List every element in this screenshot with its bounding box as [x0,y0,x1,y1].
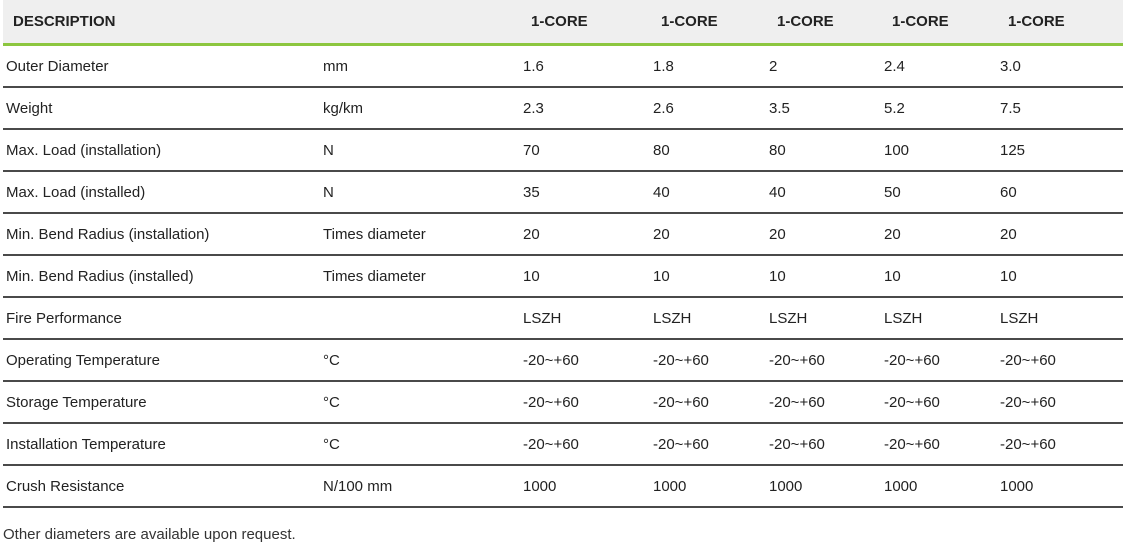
value-cell: 3.0 [1000,45,1123,88]
value-cell: 40 [653,171,769,213]
value-cell: 10 [769,255,884,297]
value-cell: 20 [523,213,653,255]
table-body [3,45,1123,508]
value-cell: 1000 [1000,465,1123,507]
value-cell: 2.6 [653,87,769,129]
column-header-core-4: 1-CORE [884,0,1000,45]
value-cell: 125 [1000,129,1123,171]
value-cell: -20~+60 [653,339,769,381]
value-cell: 70 [523,129,653,171]
value-cell: 1000 [653,465,769,507]
parameter-cell: Installation Temperature [3,423,323,465]
value-cell: -20~+60 [1000,423,1123,465]
value-cell: 5.2 [884,87,1000,129]
unit-cell: N/100 mm [323,465,523,507]
table-row [3,297,1123,339]
value-cell: 100 [884,129,1000,171]
footnote: Other diameters are available upon request. [3,526,296,543]
value-cell: 1.6 [523,45,653,88]
value-cell: LSZH [523,297,653,339]
value-cell: -20~+60 [884,339,1000,381]
value-cell: -20~+60 [523,423,653,465]
value-cell: 1.8 [653,45,769,88]
unit-cell: N [323,129,523,171]
value-cell: LSZH [1000,297,1123,339]
value-cell: -20~+60 [653,423,769,465]
parameter-cell: Fire Performance [3,297,323,339]
parameter-cell: Outer Diameter [3,45,323,88]
value-cell: 1000 [884,465,1000,507]
value-cell: -20~+60 [1000,381,1123,423]
table-row [3,255,1123,297]
value-cell: 7.5 [1000,87,1123,129]
parameter-cell: Operating Temperature [3,339,323,381]
value-cell: 40 [769,171,884,213]
value-cell: 2.3 [523,87,653,129]
parameter-cell: Storage Temperature [3,381,323,423]
value-cell: 10 [884,255,1000,297]
table-row [3,423,1123,465]
value-cell: 10 [653,255,769,297]
unit-cell: °C [323,339,523,381]
value-cell: 2 [769,45,884,88]
value-cell: -20~+60 [884,423,1000,465]
spec-table [3,0,1123,508]
parameter-cell: Max. Load (installed) [3,171,323,213]
column-header-unit [323,0,523,45]
table-row [3,87,1123,129]
unit-cell: °C [323,423,523,465]
value-cell: 80 [769,129,884,171]
value-cell: 20 [769,213,884,255]
unit-cell: °C [323,381,523,423]
unit-cell [323,297,523,339]
column-header-core-2: 1-CORE [653,0,769,45]
table-row [3,171,1123,213]
parameter-cell: Max. Load (installation) [3,129,323,171]
parameter-cell: Weight [3,87,323,129]
parameter-cell: Min. Bend Radius (installed) [3,255,323,297]
column-header-core-1: 1-CORE [523,0,653,45]
value-cell: -20~+60 [769,423,884,465]
value-cell: 10 [1000,255,1123,297]
unit-cell: mm [323,45,523,88]
value-cell: 80 [653,129,769,171]
value-cell: 60 [1000,171,1123,213]
unit-cell: Times diameter [323,255,523,297]
value-cell: -20~+60 [769,339,884,381]
table-row [3,45,1123,88]
value-cell: 20 [653,213,769,255]
table-header-row [3,0,1123,45]
value-cell: -20~+60 [1000,339,1123,381]
parameter-cell: Crush Resistance [3,465,323,507]
value-cell: -20~+60 [653,381,769,423]
value-cell: 1000 [769,465,884,507]
unit-cell: N [323,171,523,213]
table-row [3,381,1123,423]
value-cell: LSZH [769,297,884,339]
value-cell: -20~+60 [769,381,884,423]
value-cell: 50 [884,171,1000,213]
value-cell: -20~+60 [884,381,1000,423]
value-cell: 35 [523,171,653,213]
unit-cell: kg/km [323,87,523,129]
value-cell: LSZH [653,297,769,339]
value-cell: -20~+60 [523,339,653,381]
table-row [3,129,1123,171]
value-cell: -20~+60 [523,381,653,423]
value-cell: 3.5 [769,87,884,129]
unit-cell: Times diameter [323,213,523,255]
value-cell: 20 [884,213,1000,255]
column-header-description: DESCRIPTION [3,0,323,45]
value-cell: 1000 [523,465,653,507]
value-cell: 10 [523,255,653,297]
column-header-core-5: 1-CORE [1000,0,1123,45]
parameter-cell: Min. Bend Radius (installation) [3,213,323,255]
table-row [3,339,1123,381]
value-cell: 20 [1000,213,1123,255]
column-header-core-3: 1-CORE [769,0,884,45]
value-cell: LSZH [884,297,1000,339]
value-cell: 2.4 [884,45,1000,88]
table-row [3,213,1123,255]
table-row [3,465,1123,507]
